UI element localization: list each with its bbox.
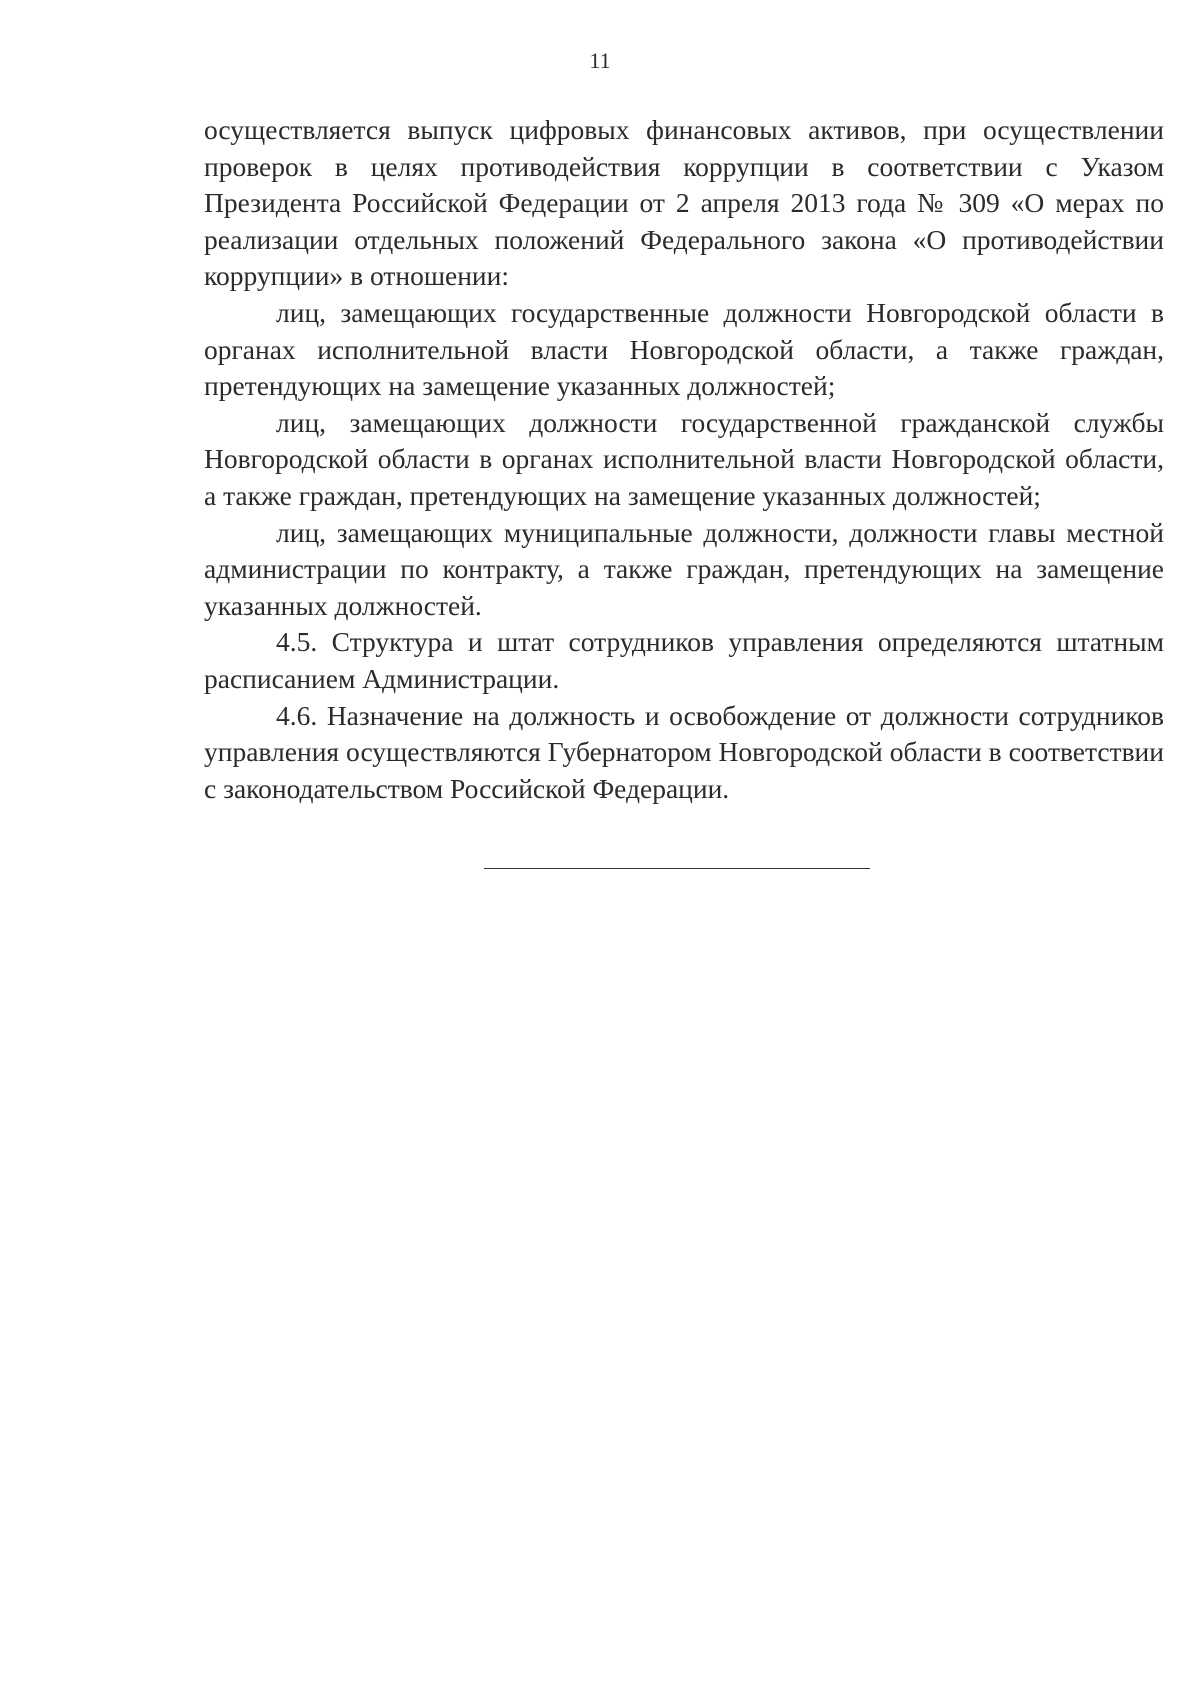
paragraph-municipal-positions: лиц, замещающих муниципальные должности, должности главы местной администрации по контракту, а также граждан, претендующих на замещение указанных должностей. — [204, 516, 1164, 621]
paragraph-state-positions: лиц, замещающих государственные должности Новгородской области в органах исполнительной власти Новгородской области, а также граждан, претендующих на замещение указанных должностей; — [204, 296, 1164, 402]
paragraph-continuation: осуществляется выпуск цифровых финансовых активов, при осуществлении проверок в целях противодействия коррупции в соответствии с Указом Президента Российской Федерации от 2 апреля 2013 года № 309 «О мерах по реализации отдельных положений Федерального закона «О противодействии коррупции» в отношении: — [204, 114, 1164, 292]
page-number: 11 — [589, 48, 611, 73]
closing-divider — [484, 868, 870, 869]
document-body — [204, 112, 1164, 807]
paragraph-civil-service: лиц, замещающих должности государственной гражданской службы Новгородской области в органах исполнительной власти Новгородской области, а также граждан, претендующих на замещение указанных должностей; — [204, 406, 1164, 511]
paragraph-4-6: 4.6. Назначение на должность и освобождение от должности сотрудников управления осуществляются Губернатором Новгородской области в соответствии с законодательством Российской Федерации. — [204, 699, 1164, 804]
paragraph-4-5: 4.5. Структура и штат сотрудников управления определяются штатным расписанием Администрации. — [204, 626, 1164, 694]
